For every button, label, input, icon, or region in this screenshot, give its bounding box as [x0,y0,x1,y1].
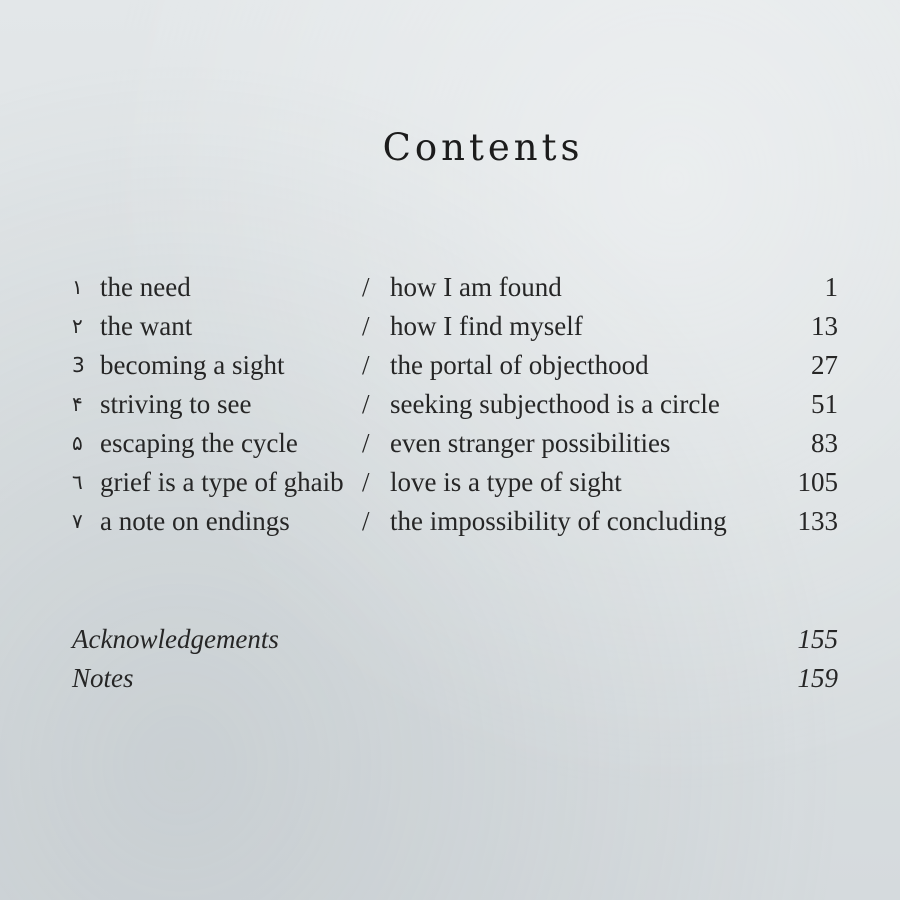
toc-row-3 [72,346,838,385]
part-title: striving to see [100,389,252,419]
table-of-contents [72,268,838,541]
page-number: 51 [811,389,838,419]
part-title: grief is a type of ghaib [100,467,344,497]
separator: / [362,467,370,497]
separator: / [362,272,370,302]
chapter-subtitle: even stranger possibilities [390,428,671,458]
part-title: becoming a sight [100,350,285,380]
page-title: Contents [382,126,584,169]
back-matter [72,620,838,698]
toc-row-5 [72,424,838,463]
chapter-subtitle: love is a type of sight [390,467,622,497]
part-title: escaping the cycle [100,428,298,458]
chapter-number: ۵ [72,431,83,455]
chapter-number: ۴ [72,392,83,416]
chapter-number: ٦ [72,470,83,494]
page-number: 27 [811,350,838,380]
separator: / [362,389,370,419]
chapter-subtitle: the portal of objecthood [390,350,649,380]
separator: / [362,506,370,536]
part-title: a note on endings [100,506,290,536]
toc-row-1 [72,268,838,307]
part-title: the want [100,311,193,341]
toc-row-6 [72,463,838,502]
page-number: 83 [811,428,838,458]
toc-row-2 [72,307,838,346]
separator: / [362,428,370,458]
page-number: 1 [824,272,838,302]
chapter-number: ٢ [72,314,83,338]
page-number: 13 [811,311,838,341]
separator: / [362,311,370,341]
chapter-subtitle: seeking subjecthood is a circle [390,389,720,419]
page-number: 159 [797,663,838,693]
chapter-number: ٧ [72,509,83,533]
page-number: 105 [797,467,838,497]
separator: / [362,350,370,380]
page-number: 133 [797,506,838,536]
chapter-subtitle: how I am found [390,272,562,302]
chapter-number: 3 [72,353,85,377]
back-matter-label: Acknowledgements [72,624,279,654]
toc-row-4 [72,385,838,424]
chapter-subtitle: how I find myself [390,311,583,341]
back-matter-row-notes [72,659,838,698]
toc-row-7 [72,502,838,541]
back-matter-row-acknowledgements [72,620,838,659]
chapter-subtitle: the impossibility of concluding [390,506,727,536]
page-number: 155 [797,624,838,654]
part-title: the need [100,272,191,302]
back-matter-label: Notes [72,663,134,693]
chapter-number: ١ [72,275,83,299]
